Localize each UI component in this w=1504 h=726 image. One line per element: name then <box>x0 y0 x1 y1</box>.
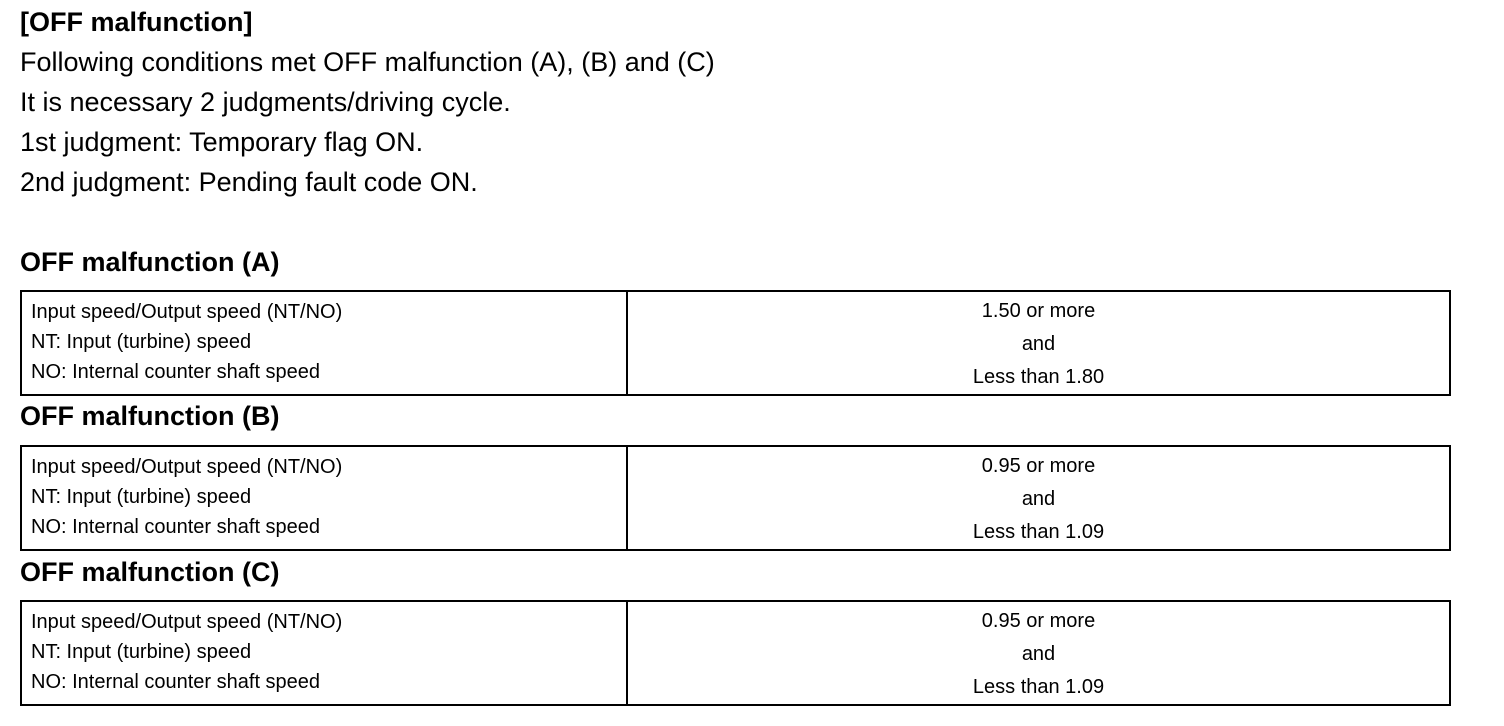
condition-table-b <box>20 445 1451 551</box>
value-cell <box>627 601 1450 705</box>
value-line: Less than 1.80 <box>972 366 1105 388</box>
condition-line: Input speed/Output speed (NT/NO) <box>31 456 343 478</box>
condition-cell <box>21 446 627 550</box>
section-title-c: OFF malfunction (C) <box>20 557 280 587</box>
condition-line: NT: Input (turbine) speed <box>31 641 252 663</box>
value-line: Less than 1.09 <box>972 521 1105 543</box>
condition-line: Input speed/Output speed (NT/NO) <box>31 301 343 323</box>
section-title-a: OFF malfunction (A) <box>20 247 280 277</box>
intro-line: 1st judgment: Temporary flag ON. <box>20 127 424 157</box>
condition-line: Input speed/Output speed (NT/NO) <box>31 611 343 633</box>
intro-line: It is necessary 2 judgments/driving cycle. <box>20 87 511 117</box>
intro-line: Following conditions met OFF malfunction (A), (B) and (C) <box>20 47 715 77</box>
condition-line: NT: Input (turbine) speed <box>31 331 252 353</box>
section-title-b: OFF malfunction (B) <box>20 401 280 431</box>
condition-line: NO: Internal counter shaft speed <box>31 361 321 383</box>
intro-line: 2nd judgment: Pending fault code ON. <box>20 167 478 197</box>
condition-line: NO: Internal counter shaft speed <box>31 671 321 693</box>
value-cell <box>627 446 1450 550</box>
condition-cell <box>21 601 627 705</box>
condition-table-c <box>20 600 1451 706</box>
value-line: and <box>1021 643 1056 665</box>
value-line: 0.95 or more <box>981 610 1096 632</box>
condition-cell <box>21 291 627 395</box>
value-cell <box>627 291 1450 395</box>
main-heading: [OFF malfunction] <box>20 7 253 37</box>
value-line: 1.50 or more <box>981 300 1096 322</box>
condition-table-a <box>20 290 1451 396</box>
value-line: 0.95 or more <box>981 455 1096 477</box>
condition-line: NO: Internal counter shaft speed <box>31 516 321 538</box>
value-line: and <box>1021 488 1056 510</box>
value-line: and <box>1021 333 1056 355</box>
value-line: Less than 1.09 <box>972 676 1105 698</box>
condition-line: NT: Input (turbine) speed <box>31 486 252 508</box>
